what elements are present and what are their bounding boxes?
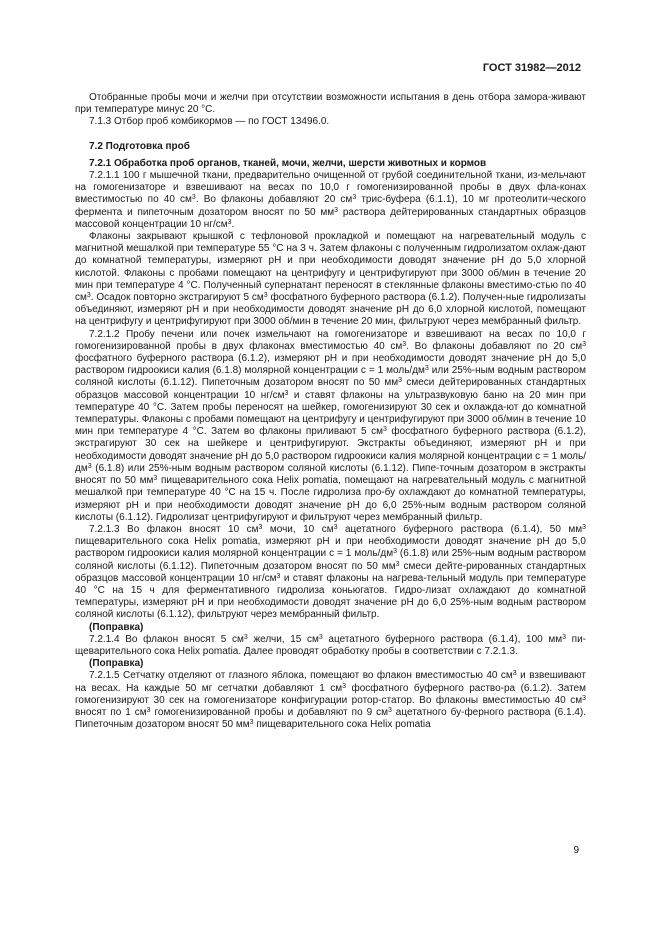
body-paragraph: 7.2.1.3 Во флакон вносят 10 $см^3$ мочи, 10 $см^3$ ацетатного буферного раствора (6.1.4), 50 $мм^3$ пищеварительного сока Helix pomatia, измеряют рН и при необходимости доводят значение рН до 5,0 раствором гидроокиси калия молярной концентрации c = 1 моль/$дм^3$ (6.1.8) или 25%-ным водным раствором соляной кислоты (6.1.12). Пипеточным дозатором вносят по 50 $мм^3$ смеси дейтe-рированных стандартных образцов массовой концентрации 10 $нг/см^3$ и ставят флаконы на нагрева-тельный модуль при температуре 40 °С на 15 ч для ферментативного гидролиза коньюгатов. Гидро-лизат охлаждают до комнатной температуры, измеряют рН и при необходимости доводят значение рН до 6,0 25%-ным водным раствором соляной кислоты (6.1.12), фильтруют через мембранный фильтр. <box>75 523 587 621</box>
section-heading: (Поправка) <box>89 658 144 670</box>
document-body <box>75 92 586 731</box>
body-paragraph: Отобранные пробы мочи и желчи при отсутствии возможности испытания в день отбора замора-живают при температуре минус 20 °С. <box>75 92 586 116</box>
body-paragraph: 7.2.1.2 Пробу печени или почек измельчают на гомогенизаторе и взвешивают на весах по 10,0 г гомогенизированной пробы в двух флаконах вместимостью 40 $см^3$. Во флаконы добавляют по 20 $см^3$ фосфатного буферного раствора (6.1.2), измеряют рН и при необходимости доводят значение рН до 5,0 раствором гидроокиси калия (6.1.8) молярной концентрации c = 1 моль/$дм^3$ или 25%-ным водным раствором соляной кислоты (6.1.12). Пипеточным дозатором вносят по 50 $мм^3$ смеси дейтерированных стандартных образцов массовой концентрации 10 $нг/см^3$ и ставят флаконы на ультразвуковую баню на 20 мин при температуре 40 °С. Затем пробы переносят на шейкер, гомогенизируют 30 сек и охлажда-ют до комнатной температуры. Флаконы с пробами помещают на центрифугу и центрифугируют при 3000 об/мин в течение 10 мин при температуре 4 °С. Затем во флаконы приливают 5 $см^3$ фосфатного буферного раствора (6.1.2), экстрагируют 30 сек на шейкере и центрифугируют. Экстракты объединяют, измеряют рН и при необходимости доводят значение рН до 5,0 раствором гидроокиси калия молярной концентрации c = 1 моль/$дм^3$ (6.1.8) или 25%-ным водным раствором соляной кислоты (6.1.12). Пипе-точным дозатором в экстракты вносят по 50 $мм^3$ пищеварительного сока Helix pomatia, помещают на нагревательный модуль с магнитной мешалкой при температуре 40 °С на 15 ч. После гидролиза про-бу охлаждают до комнатной температуры, измеряют рН и при необходимости доводят значение рН до 6,0 25%-ным водным раствором соляной кислоты (6.1.12). Гидролизат центрифугируют и фильтруют через мембранный фильтр. <box>75 328 587 523</box>
spacer <box>75 129 586 141</box>
section-heading: (Поправка) <box>89 621 144 633</box>
section-heading: 7.2.1 Обработка проб органов, тканей, мочи, желчи, шерсти животных и кормов <box>89 157 487 169</box>
body-paragraph: 7.1.3 Отбор проб комбикормов — по ГОСТ 13496.0. <box>89 116 330 128</box>
page-number: 9 <box>573 845 579 856</box>
body-paragraph: 7.2.1.4 Во флакон вносят 5 $см^3$ желчи, 15 $см^3$ ацетатного буферного раствора (6.1.4), 100 $мм^3$ пи-щеварительного сока Helix pomatia. Далее проводят обработку пробы в соответствии с 7.2.1.3. <box>75 633 587 657</box>
body-paragraph: 7.2.1.5 Сетчатку отделяют от глазного яблока, помещают во флакон вместимостью 40 $см^3$ и взвешивают на весах. На каждые 50 мг сетчатки добавляют 1 $см^3$ фосфатного буферного раство-ра (6.1.2). Затем гомогенизируют 30 сек на гомогенизаторе конфигурации ротор-статор. Во флаконы вместимостью 40 $см^3$ вносят по 1 $см^3$ гомогенизированной пробы и добавляют по 9 $см^3$ ацетатного бу-ферного раствора (6.1.4). Пипеточным дозатором вносят 50 $мм^3$ пищеварительного сока Helix pomatia <box>75 670 587 731</box>
standard-header: ГОСТ 31982—2012 <box>482 62 581 74</box>
body-paragraph: 7.2.1.1 100 г мышечной ткани, предварительно очищенной от грубой соединительной ткани, из-мельчают на гомогенизаторе и взвешивают на весах по 10,0 г гомогенизированной пробы в двух фла-конах вместимостью по 40 $см^3$. Во флаконы добавляют 20 $см^3$ трис-буфера (6.1.1), 10 мг протеолити-ческого фермента и пипеточным дозатором вносят по 50 $мм^3$ раствора дейтерированных стандартных образцов массовой концентрации 10 $нг/см^3$. <box>75 170 586 230</box>
section-heading: 7.2 Подготовка проб <box>89 140 190 152</box>
body-paragraph: Флаконы закрывают крышкой с тефлоновой прокладкой и помещают на нагревательный модуль с магнитной мешалкой при температуре 55 °С на 3 ч. Затем флаконы с полученным гидролизатом охлаж-дают до комнатной температуры, измеряют рН и при необходимости доводят значение рН до 5,0 хлорной кислотой. Флаконы с пробами помещают на центрифугу и центрифугируют при 3000 об/мин в течение 20 мин при температуре 4 °С. Полученный супернатант переносят в стеклянные флаконы вместимо-стью по 40 $см^3$. Осадок повторно экстрагируют 5 $см^3$ фосфатного буферного раствора (6.1.2). Получен-ные гидролизаты объединяют, измеряют рН и при необходимости доводят значение рН до 6,0 хлорной кислотой, помещают на центрифугу и центрифугируют при 3000 об/мин в течение 20 мин, фильтруют через мембранный фильтр. <box>75 231 586 328</box>
